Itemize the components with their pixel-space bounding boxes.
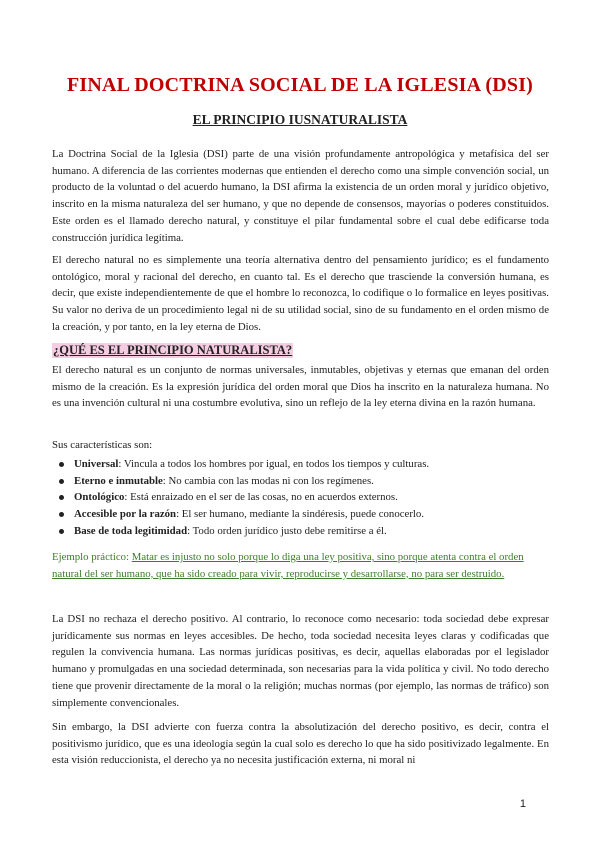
characteristics-list	[52, 456, 549, 540]
characteristic-term: Ontológico	[74, 491, 125, 504]
characteristics-intro: Sus características son:	[52, 439, 153, 451]
example-label: Ejemplo práctico:	[52, 551, 132, 563]
characteristic-text: : Está enraizado en el ser de las cosas, no en acuerdos externos.	[124, 491, 398, 504]
example-text: Matar es injusto no solo porque lo diga una ley positiva, sino porque atenta contra el orden natural del ser humano, que ha sido creado para vivir, reproducirse y desarrollarse, no para ser destruido.	[52, 551, 524, 580]
characteristic-text: : No cambia con las modas ni con los regímenes.	[162, 474, 374, 487]
list-item	[52, 523, 549, 540]
practical-example	[52, 549, 549, 582]
characteristic-term: Accesible por la razón	[74, 508, 177, 521]
list-item	[52, 506, 549, 523]
document-subtitle: EL PRINCIPIO IUSNATURALISTA	[192, 112, 408, 127]
paragraph-intro: La Doctrina Social de la Iglesia (DSI) parte de una visión profundamente antropológica y metafísica del ser humano. A diferencia de las corrientes modernas que entienden el derecho como una simple convención social, un producto de la voluntad o del acuerdo humano, la DSI afirma la existencia de un orden moral y jurídico objetivo, inscrito en la misma naturaleza del ser humano, y que no depende de consensos, mayorías o poderes constituidos. Este orden es el llamado derecho natural, y constituye el pilar fundamental sobre el cual debe edificarse toda construcción jurídica legítima.	[52, 148, 549, 244]
paragraph-positive-law: La DSI no rechaza el derecho positivo. Al contrario, lo reconoce como necesario: toda sociedad debe expresar jurídicamente sus normas en leyes accesibles. De hecho, toda sociedad necesita leyes claras y codificadas que regulen la convivencia humana. Las normas jurídicas positivas, es decir, aquellas elaboradas por el legislador humano y promulgadas en una sociedad determinada, son necesarias para la vida política y civil. No todo derecho tiene que provenir directamente de la moral o la religión; muchas normas (por ejemplo, las normas de tráfico) son simplemente convencionales.	[52, 613, 549, 709]
characteristic-term: Universal	[74, 458, 119, 470]
page-number: 1	[519, 798, 526, 810]
paragraph-definition: El derecho natural es un conjunto de normas universales, inmutables, objetivas y eternas que emanan del orden mismo de la creación. Es la expresión jurídica del orden moral que Dios ha inscrito en la naturaleza humana. No es una invención cultural ni una costumbre evolutiva, sino un reflejo de la ley eterna divina en la razón humana.	[52, 364, 549, 410]
document-title: FINAL DOCTRINA SOCIAL DE LA IGLESIA (DSI)	[66, 74, 534, 96]
characteristic-text: : El ser humano, mediante la sindéresis, puede conocerlo.	[176, 508, 425, 521]
list-item	[52, 489, 549, 506]
characteristic-term: Base de toda legitimidad	[74, 524, 188, 537]
paragraph-natural-law: El derecho natural no es simplemente una teoría alternativa dentro del pensamiento jurídico; es el fundamento ontológico, moral y racional del derecho, en cuanto tal. Es el derecho que trasciende la conversión humana, es decir, que existe independientemente de que el hombre lo reconozca, lo codifique o lo formalice en leyes positivas. Su valor no deriva de un procedimiento legal ni de su utilidad social, sino de su fundamento en el orden mismo de la creación, y por tanto, en la ley eterna de Dios.	[52, 254, 549, 333]
paragraph-positivism: Sin embargo, la DSI advierte con fuerza contra la absolutización del derecho positivo, es decir, contra el positivismo jurídico, que es una ideología según la cual solo es derecho lo que ha sido positivizado legalmente. En esta visión reduccionista, el derecho ya no necesita justificación externa, ni moral ni	[52, 721, 549, 767]
characteristic-text: : Vincula a todos los hombres por igual, en todos los tiempos y culturas.	[118, 458, 430, 470]
section-heading: ¿QUÉ ES EL PRINCIPIO NATURALISTA?	[53, 343, 293, 357]
list-item	[52, 456, 549, 473]
list-item	[52, 473, 549, 490]
characteristic-term: Eterno e inmutable	[74, 474, 163, 487]
characteristic-text: : Todo orden jurídico justo debe remitirse a él.	[187, 524, 387, 537]
